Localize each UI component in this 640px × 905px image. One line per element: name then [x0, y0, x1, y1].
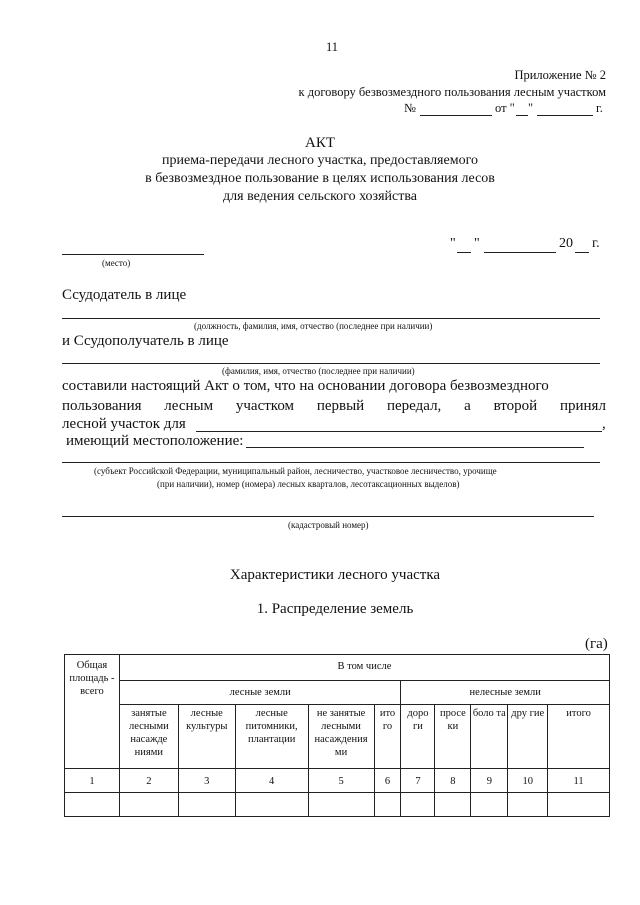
cadastral-caption: (кадастровый номер) — [288, 520, 369, 530]
col-forest-crops-header: лесные культуры — [178, 705, 235, 769]
location-blank-1 — [246, 447, 584, 448]
column-number-row — [65, 769, 610, 793]
table-cell — [508, 793, 548, 817]
lender-label: Ссудодатель в лице — [62, 287, 187, 303]
section-1-title: 1. Распределение земель — [256, 601, 414, 617]
table-cell — [401, 793, 435, 817]
lender-blank — [62, 318, 600, 319]
total-area-header: Общая площадь - всего — [65, 655, 120, 769]
table-cell — [435, 793, 471, 817]
contract-number-prefix: № — [404, 101, 416, 115]
word-3: участком — [235, 398, 295, 414]
table-cell — [178, 793, 235, 817]
place-caption: (место) — [102, 258, 131, 268]
word-1: пользования — [62, 398, 142, 414]
col-number: 11 — [548, 769, 610, 793]
table-cell — [471, 793, 508, 817]
col-number: 4 — [235, 769, 308, 793]
col-number: 6 — [374, 769, 401, 793]
date-month-blank — [484, 252, 556, 253]
act-line-1: приема-передачи лесного участка, предоставляемого — [162, 153, 478, 168]
date-year: 20 — [559, 236, 573, 251]
location-caption-1: (субъект Российской Федерации, муниципальный район, лесничество, участковое лесничество, урочище — [94, 466, 497, 476]
col-nonforest-total-header: итого — [548, 705, 610, 769]
col-number: 8 — [435, 769, 471, 793]
contract-date-quote: " — [528, 101, 534, 115]
characteristics-title: Характеристики лесного участка — [229, 567, 441, 583]
word-4: первый — [316, 398, 365, 414]
word-5: передал, — [387, 398, 442, 414]
date-year-blank — [575, 252, 589, 253]
land-distribution-table — [64, 654, 610, 817]
cadastral-blank — [62, 516, 594, 517]
act-line-2: в безвозмездное пользование в целях использования лесов — [145, 171, 495, 186]
table-cell — [119, 793, 178, 817]
forest-lands-header: лесные земли — [119, 681, 401, 705]
col-number: 1 — [65, 769, 120, 793]
col-number: 10 — [508, 769, 548, 793]
borrower-label: и Ссудополучатель в лице — [62, 333, 229, 349]
location-caption-2: (при наличии), номер (номера) лесных кварталов, лесотаксационных выделов) — [157, 479, 460, 489]
location-blank-2 — [62, 462, 600, 463]
borrower-blank — [62, 363, 600, 364]
word-2: лесным — [164, 398, 214, 414]
lender-caption: (должность, фамилия, имя, отчество (последнее при наличии) — [194, 321, 433, 331]
col-nurseries-header: лесные питомники, плантации — [235, 705, 308, 769]
col-number: 5 — [308, 769, 374, 793]
word-6: а — [464, 398, 471, 414]
table-cell — [548, 793, 610, 817]
appendix-title: Приложение № 2 — [514, 68, 606, 82]
act-line-3: для ведения сельского хозяйства — [223, 189, 417, 204]
col-clearings-header: просе ки — [435, 705, 471, 769]
including-header: В том числе — [119, 655, 609, 681]
date-year-suffix: г. — [592, 236, 600, 251]
col-forest-total-header: ито го — [374, 705, 401, 769]
word-7: второй — [493, 398, 538, 414]
table-row — [65, 793, 610, 817]
contract-date-from: от " — [495, 101, 515, 115]
col-number: 3 — [178, 769, 235, 793]
col-number: 2 — [119, 769, 178, 793]
col-number: 9 — [471, 769, 508, 793]
place-blank — [62, 254, 204, 255]
body-line-3-comma: , — [602, 416, 606, 432]
contract-month-blank — [537, 115, 593, 116]
date-open-quote: " — [450, 236, 456, 251]
body-line-4: имеющий местоположение: — [66, 433, 244, 449]
contract-year-suffix: г. — [596, 101, 603, 115]
purpose-blank — [196, 431, 602, 432]
col-number: 7 — [401, 769, 435, 793]
table-cell — [308, 793, 374, 817]
col-roads-header: доро ги — [401, 705, 435, 769]
word-8: принял — [559, 398, 606, 414]
table-cell — [374, 793, 401, 817]
appendix-subtitle: к договору безвозмездного пользования лесным участком — [298, 85, 606, 99]
contract-day-blank — [516, 115, 528, 116]
body-line-1: составили настоящий Акт о том, что на основании договора безвозмездного — [62, 378, 549, 394]
date-close-quote: " — [474, 236, 480, 251]
body-line-3: лесной участок для — [62, 416, 186, 432]
borrower-caption: (фамилия, имя, отчество (последнее при наличии) — [222, 366, 415, 376]
nonforest-lands-header: нелесные земли — [401, 681, 610, 705]
body-line-2 — [62, 398, 606, 415]
date-day-blank — [457, 252, 471, 253]
col-swamps-header: боло та — [471, 705, 508, 769]
col-other-header: дру гие — [508, 705, 548, 769]
table-cell — [235, 793, 308, 817]
table-cell — [65, 793, 120, 817]
page-number: 11 — [326, 40, 339, 54]
unit-label: (га) — [585, 636, 608, 652]
contract-number-blank — [420, 115, 492, 116]
act-title: АКТ — [305, 135, 335, 151]
col-occupied-header: занятые лесными насажде ниями — [119, 705, 178, 769]
col-unoccupied-header: не занятые лесными насаждения ми — [308, 705, 374, 769]
